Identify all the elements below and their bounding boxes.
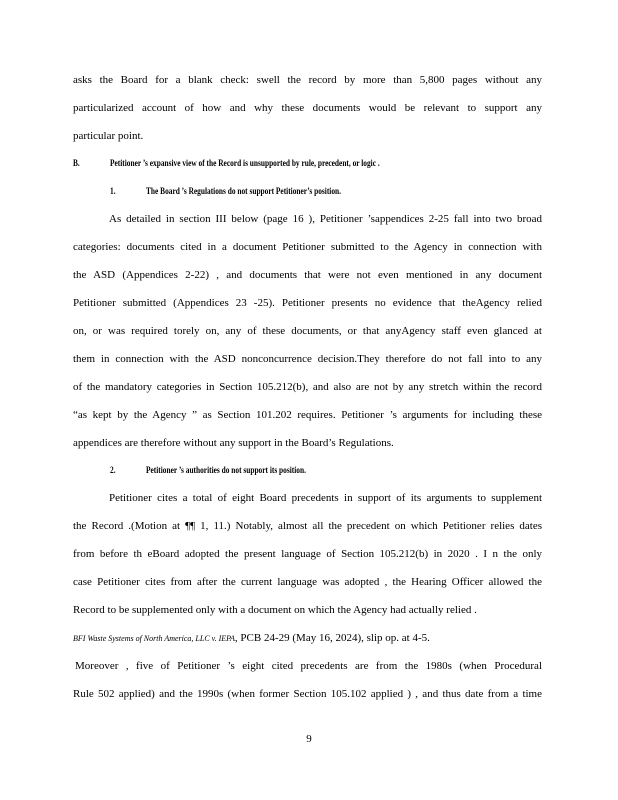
paragraph-line: particular point. xyxy=(73,130,144,142)
paragraph-line: from before th eBoard adopted the present language of Section 105.212(b) in 2020 . I n the only xyxy=(73,548,542,560)
paragraph-line: appendices are therefore without any support in the Board’s Regulations. xyxy=(73,437,394,449)
paragraph-line: them in connection with the ASD nonconcurrence decision.They therefore do not fall into to any xyxy=(73,353,542,365)
paragraph-line: Moreover , five of Petitioner ’s eight cited precedents are from the 1980s (when Procedural xyxy=(75,660,542,672)
paragraph-line: “as kept by the Agency ” as Section 101.202 requires. Petitioner ’s arguments for including these xyxy=(73,409,542,421)
paragraph-line: Petitioner submitted (Appendices 23 -25). Petitioner presents no evidence that theAgency relied xyxy=(73,297,542,309)
paragraph-line: asks the Board for a blank check: swell the record by more than 5,800 pages without any xyxy=(73,74,542,86)
paragraph-line: on, or was required torely on, any of these documents, or that anyAgency staff even glanced at xyxy=(73,325,542,337)
paragraph-line: Petitioner cites a total of eight Board precedents in support of its arguments to supplement xyxy=(109,492,542,504)
citation-detail: , PCB 24-29 (May 16, 2024), slip op. at 4-5. xyxy=(234,632,430,644)
section-heading: Petitioner ’s expansive view of the Record is unsupported by rule, precedent, or logic . xyxy=(110,158,380,168)
paragraph-line: categories: documents cited in a document Petitioner submitted to the Agency in connection with xyxy=(73,241,542,253)
subsection-heading: Petitioner ’s authorities do not support its position. xyxy=(146,465,306,475)
paragraph-line: Rule 502 applied) and the 1990s (when former Section 105.102 applied ) , and thus date from a time xyxy=(73,688,542,700)
paragraph-line: the ASD (Appendices 2-22) , and documents that were not even mentioned in any document xyxy=(73,269,542,281)
subsection-label: 1. xyxy=(110,186,116,196)
paragraph-line: As detailed in section III below (page 16 ), Petitioner ’sappendices 2-25 fall into two broad xyxy=(109,213,542,225)
paragraph-line: the Record .(Motion at ¶¶ 1, 11.) Notably, almost all the precedent on which Petitioner relies dates xyxy=(73,520,542,532)
paragraph-line: case Petitioner cites from after the current language was adopted , the Hearing Officer allowed the xyxy=(73,576,542,588)
subsection-heading: The Board ’s Regulations do not support Petitioner’s position. xyxy=(146,186,341,196)
section-label: B. xyxy=(73,158,80,168)
paragraph-line: particularized account of how and why these documents would be relevant to support any xyxy=(73,102,542,114)
subsection-label: 2. xyxy=(110,465,116,475)
paragraph-line: Record to be supplemented only with a document on which the Agency had actually relied . xyxy=(73,604,477,616)
paragraph-line: of the mandatory categories in Section 105.212(b), and also are not by any stretch within the record xyxy=(73,381,542,393)
page-number: 9 xyxy=(306,733,312,745)
citation-line xyxy=(73,631,430,646)
case-citation: BFI Waste Systems of North America, LLC v. IEPA xyxy=(73,634,235,643)
